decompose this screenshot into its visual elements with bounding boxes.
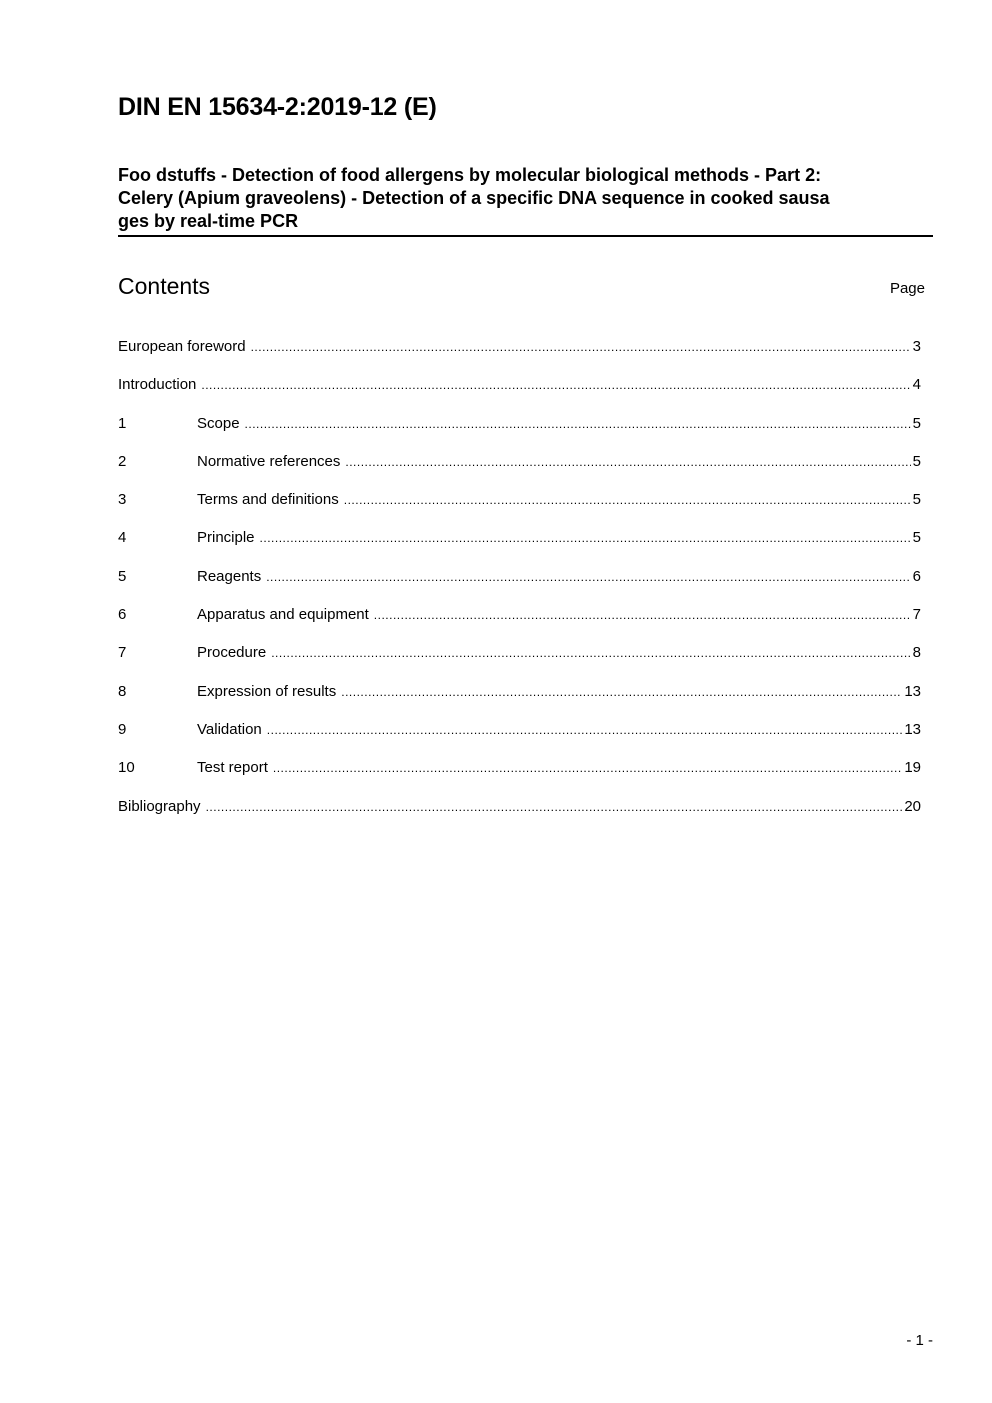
toc-entry-bibliography[interactable] [118,798,921,836]
toc-entry-principle[interactable] [118,529,921,567]
toc-entry-page: 20 [904,797,921,815]
toc-entry-number: 6 [118,606,127,624]
toc-entry-number: 10 [118,759,135,777]
toc-entry-title: European foreword [118,338,246,355]
toc-entry-page: 4 [912,376,921,394]
toc-entry-title: Normative references [197,452,341,470]
toc-entry-title: Expression of results [197,682,337,700]
contents-heading: Contents [118,273,211,299]
toc-entry-number: 5 [118,567,127,585]
toc-entry-page: 7 [912,606,921,624]
toc-entry-title: Procedure [197,644,267,662]
document-title-line: Foo dstuffs - Detection of food allergens by molecular biological methods - Part 2: [118,165,822,185]
toc-entry-number: 1 [118,414,127,432]
toc-entry-number: 3 [118,491,127,509]
toc-entry-page: 5 [912,414,921,432]
toc-leader-dots [266,570,910,584]
page-column-label: Page [889,280,925,297]
toc-entry-reagents[interactable] [118,568,921,606]
toc-entry-scope[interactable] [118,415,921,453]
toc-leader-dots [374,608,911,622]
toc-entry-number: 8 [118,682,127,700]
toc-entry-normative-references[interactable] [118,453,921,491]
toc-entry-title: Test report [197,759,268,777]
toc-entry-title: Reagents [197,567,262,585]
toc-entry-terms-and-definitions[interactable] [118,491,921,529]
document-title [118,164,933,237]
toc-leader-dots [251,340,911,354]
toc-entry-title: Introduction [118,376,197,394]
document-title-line: Celery (Apium graveolens) - Detection of a specific DNA sequence in cooked sausa [118,188,830,208]
toc-leader-dots [260,531,911,545]
toc-entry-page: 5 [912,452,921,470]
toc-entry-title: Scope [197,414,240,432]
toc-entry-page: 6 [912,567,921,585]
toc-entry-european-foreword[interactable] [118,338,921,376]
toc-entry-number: 4 [118,529,127,547]
footer-page-number: - 1 - [906,1332,933,1349]
toc-entry-page: 8 [912,644,921,662]
toc-entry-number: 2 [118,452,127,470]
toc-leader-dots [345,455,910,469]
toc-entry-page: 5 [912,529,921,547]
toc-entry-page: 19 [904,759,921,777]
toc-entry-title: Terms and definitions [197,491,339,509]
toc-entry-page: 13 [904,682,921,700]
toc-leader-dots [271,646,910,660]
toc-entry-number: 7 [118,644,127,662]
toc-entry-page: 13 [904,720,921,738]
toc-entry-number: 9 [118,720,127,738]
toc-entry-introduction[interactable] [118,376,921,414]
toc-leader-dots [206,800,903,814]
toc-leader-dots [245,417,911,431]
toc-leader-dots [344,493,911,507]
document-id: DIN EN 15634-2:2019-12 (E) [118,93,437,121]
toc-leader-dots [341,685,902,699]
toc-leader-dots [201,378,910,392]
toc-entry-title: Bibliography [118,797,201,815]
toc-entry-validation[interactable] [118,721,921,759]
table-of-contents [118,338,921,836]
toc-entry-procedure[interactable] [118,644,921,682]
toc-entry-page: 3 [912,338,921,355]
toc-entry-expression-of-results[interactable] [118,683,921,721]
toc-entry-title: Validation [197,720,262,738]
document-title-line: ges by real-time PCR [118,211,299,231]
toc-entry-page: 5 [912,491,921,509]
toc-entry-title: Principle [197,529,255,547]
toc-leader-dots [267,723,903,737]
toc-leader-dots [273,761,902,775]
toc-entry-test-report[interactable] [118,759,921,797]
toc-entry-apparatus-and-equipment[interactable] [118,606,921,644]
toc-entry-title: Apparatus and equipment [197,606,369,624]
